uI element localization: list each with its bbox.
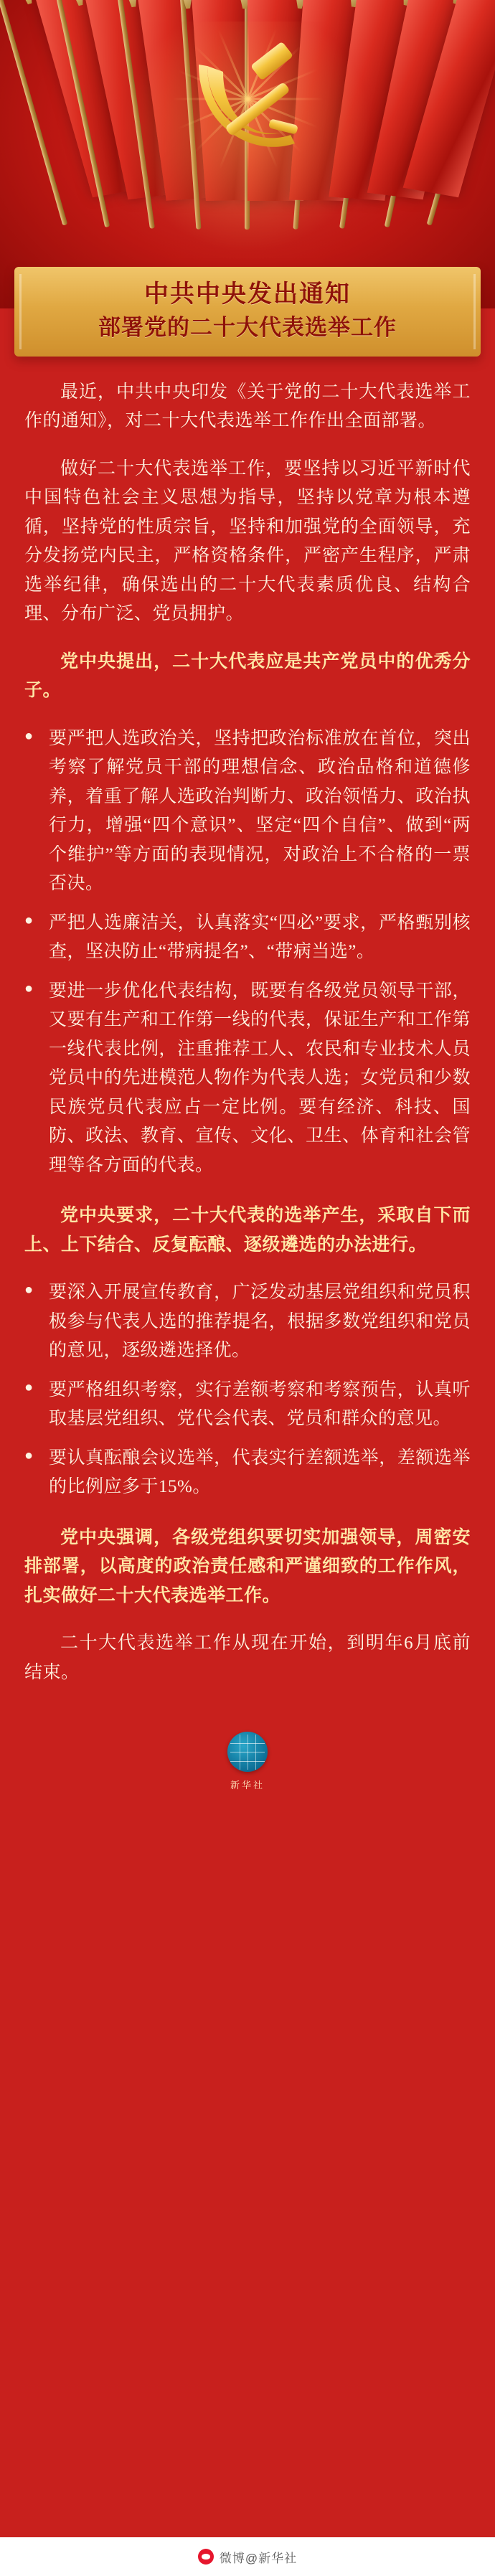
xinhua-news-logo-icon bbox=[227, 1732, 268, 1772]
list-item: ● 要深入开展宣传教育，广泛发动基层党组织和党员积极参与代表人选的推荐提名，根据多数党组织和党员的意见，逐级遴选择优。 bbox=[24, 1278, 471, 1366]
weibo-watermark-bar bbox=[0, 2537, 495, 2576]
weibo-icon bbox=[198, 2549, 214, 2565]
article-body bbox=[0, 357, 495, 1714]
spacer bbox=[24, 1190, 471, 1202]
title-box bbox=[14, 267, 481, 357]
hero-banner bbox=[0, 0, 495, 308]
paragraph: 做好二十大代表选举工作，要坚持以习近平新时代中国特色社会主义思想为指导，坚持以党章为根本遵循，坚持党的性质宗旨，坚持和加强党的全面领导，充分发扬党内民主，严格资格条件，严密产生程序，严肃选举纪律，确保选出的二十大代表素质优良、结构合理、分布广泛、党员拥护。 bbox=[24, 458, 471, 624]
page-title-line2: 部署党的二十大代表选举工作 bbox=[98, 314, 397, 340]
paragraph: 二十大代表选举工作从现在开始，到明年6月底前结束。 bbox=[24, 1633, 471, 1682]
weibo-watermark-text: 微博@新华社 bbox=[219, 2551, 298, 2565]
page-title-line1: 中共中央发出通知 bbox=[144, 281, 351, 308]
list-item: ● 要进一步优化代表结构，既要有各级党员领导干部，又要有生产和工作第一线的代表，保证生产和工作第一线代表比例，注重推荐工人、农民和专业技术人员党员中的先进模范人物作为代表人选；女党员和少数民族党员代表应占一定比例。要有经济、科技、国防、政法、教育、宣传、文化、卫生、体育和社会管理等各方面的代表。 bbox=[24, 977, 471, 1181]
section-lead: 党中央要求，二十大代表的选举产生，采取自下而上、上下结合、反复酝酿、逐级遴选的办法进行。 bbox=[24, 1206, 471, 1255]
section-lead: 党中央强调，各级党组织要切实加强领导，周密安排部署，以高度的政治责任感和严谨细致的工作作风，扎实做好二十大代表选举工作。 bbox=[24, 1527, 471, 1605]
ccp-emblem-hammer-sickle-icon bbox=[183, 34, 312, 164]
paragraph: 最近，中共中央印发《关于党的二十大代表选举工作的通知》，对二十大代表选举工作作出全面部署。 bbox=[24, 382, 471, 431]
spacer bbox=[24, 1512, 471, 1524]
list-item: ● 要严把人选政治关，坚持把政治标准放在首位，突出考察了解党员干部的理想信念、政治品格和道德修养，着重了解人选政治判断力、政治领悟力、政治执行力，增强“四个意识”、坚定“四个自信”、做到“两个维护”等方面的表现情况，对政治上不合格的一票否决。 bbox=[24, 725, 471, 899]
title-banner bbox=[0, 267, 495, 357]
footer bbox=[0, 1713, 495, 1804]
list-item: ● 要严格组织考察，实行差额考察和考察预告，认真听取基层党组织、党代会代表、党员和群众的意见。 bbox=[24, 1376, 471, 1434]
list-item: ● 严把人选廉洁关，认真落实“四必”要求，严格甄别核查，坚决防止“带病提名”、“带病当选”。 bbox=[24, 909, 471, 967]
footer-logo-label: 新华社 bbox=[230, 1780, 265, 1791]
list-item: ● 要认真酝酿会议选举，代表实行差额选举，差额选举的比例应多于15%。 bbox=[24, 1444, 471, 1502]
section-lead: 党中央提出，二十大代表应是共产党员中的优秀分子。 bbox=[24, 651, 471, 701]
flag-spear-icon bbox=[19, 0, 35, 5]
